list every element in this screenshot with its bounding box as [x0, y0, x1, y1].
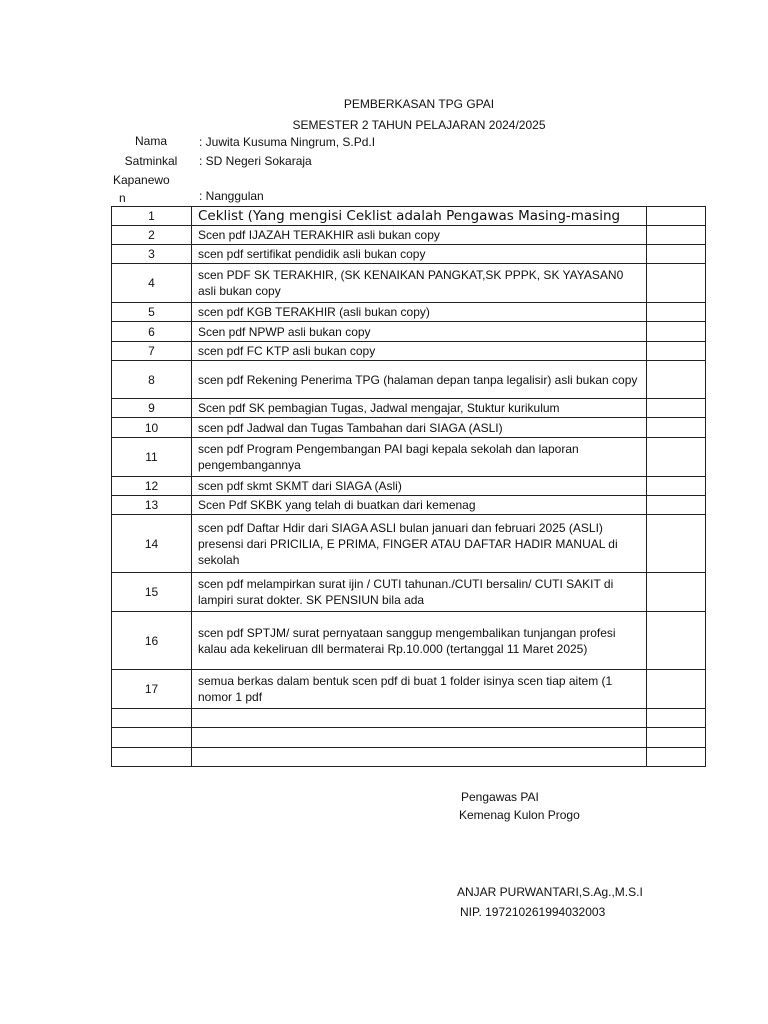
- row-number: 12: [112, 477, 192, 496]
- row-check-cell[interactable]: [647, 418, 706, 438]
- row-check-cell[interactable]: [647, 245, 706, 264]
- table-row: [112, 418, 706, 438]
- row-item-text: scen pdf Rekening Penerima TPG (halaman depan tanpa legalisir) asli bukan copy: [192, 361, 647, 399]
- row-item-text: scen pdf skmt SKMT dari SIAGA (Asli): [192, 477, 647, 496]
- row-number: 11: [112, 438, 192, 477]
- table-row: [112, 399, 706, 418]
- row-number: 4: [112, 264, 192, 303]
- row-check-cell[interactable]: [647, 709, 706, 728]
- row-item-text: scen pdf SPTJM/ surat pernyataan sanggup mengembalikan tunjangan profesi kalau ada kekeliruan dll bermaterai Rp.10.000 (tertanggal 11 Maret 2025): [192, 612, 647, 670]
- satminkal-value: : SD Negeri Sokaraja: [199, 154, 312, 168]
- row-check-cell[interactable]: [647, 361, 706, 399]
- row-item-text: Scen pdf IJAZAH TERAKHIR asli bukan copy: [192, 226, 647, 245]
- row-number: 8: [112, 361, 192, 399]
- row-check-cell[interactable]: [647, 748, 706, 767]
- table-row: [112, 477, 706, 496]
- row-item-text: scen pdf sertifikat pendidik asli bukan copy: [192, 245, 647, 264]
- row-check-cell[interactable]: [647, 399, 706, 418]
- document-title: PEMBERKASAN TPG GPAI: [343, 97, 495, 111]
- row-check-cell[interactable]: [647, 226, 706, 245]
- kapanewon-label-line1: Kapanewo: [113, 173, 170, 187]
- row-item-text: scen PDF SK TERAKHIR, (SK KENAIKAN PANGKAT,SK PPPK, SK YAYASAN0 asli bukan copy: [192, 264, 647, 303]
- row-number: 14: [112, 515, 192, 573]
- row-number: 15: [112, 573, 192, 612]
- row-check-cell[interactable]: [647, 496, 706, 515]
- row-item-text: scen pdf Program Pengembangan PAI bagi kepala sekolah dan laporan pengembangannya: [192, 438, 647, 477]
- row-item-text: scen pdf FC KTP asli bukan copy: [192, 342, 647, 361]
- row-number: 10: [112, 418, 192, 438]
- table-row: [112, 728, 706, 748]
- row-item-text: [192, 728, 647, 748]
- row-check-cell[interactable]: [647, 438, 706, 477]
- table-row: [112, 264, 706, 303]
- table-row: [112, 670, 706, 709]
- row-item-text: [192, 748, 647, 767]
- row-check-cell[interactable]: [647, 515, 706, 573]
- table-row: [112, 709, 706, 728]
- row-item-text: Scen pdf SK pembagian Tugas, Jadwal mengajar, Stuktur kurikulum: [192, 399, 647, 418]
- table-row: [112, 303, 706, 322]
- row-item-text: Ceklist (Yang mengisi Ceklist adalah Pengawas Masing-masing: [192, 207, 647, 226]
- table-row: [112, 342, 706, 361]
- row-number: [112, 709, 192, 728]
- kapanewon-label: [113, 171, 170, 207]
- table-row: [112, 226, 706, 245]
- table-row: [112, 361, 706, 399]
- row-check-cell[interactable]: [647, 264, 706, 303]
- kapanewon-value: : Nanggulan: [199, 189, 264, 203]
- row-number: 1: [112, 207, 192, 226]
- nama-value: : Juwita Kusuma Ningrum, S.Pd.I: [199, 135, 376, 149]
- row-check-cell[interactable]: [647, 573, 706, 612]
- row-number: 6: [112, 322, 192, 342]
- row-item-text: scen pdf KGB TERAKHIR (asli bukan copy): [192, 303, 647, 322]
- row-item-text: [192, 709, 647, 728]
- signature-role: Pengawas PAI: [461, 790, 539, 804]
- table-row: [112, 515, 706, 573]
- row-number: 2: [112, 226, 192, 245]
- row-number: 17: [112, 670, 192, 709]
- kapanewon-label-line2: n: [119, 191, 126, 205]
- row-number: 16: [112, 612, 192, 670]
- row-item-text: semua berkas dalam bentuk scen pdf di buat 1 folder isinya scen tiap aitem (1 nomor 1 pdf: [192, 670, 647, 709]
- document-subtitle: SEMESTER 2 TAHUN PELAJARAN 2024/2025: [292, 118, 546, 132]
- table-row: [112, 573, 706, 612]
- satminkal-label: Satminkal: [124, 154, 178, 168]
- row-number: 7: [112, 342, 192, 361]
- row-number: 13: [112, 496, 192, 515]
- row-number: [112, 728, 192, 748]
- row-number: [112, 748, 192, 767]
- signature-name: ANJAR PURWANTARI,S.Ag.,M.S.I: [457, 885, 643, 899]
- row-check-cell[interactable]: [647, 322, 706, 342]
- row-check-cell[interactable]: [647, 728, 706, 748]
- row-check-cell[interactable]: [647, 342, 706, 361]
- row-item-text: scen pdf Jadwal dan Tugas Tambahan dari SIAGA (ASLI): [192, 418, 647, 438]
- table-row: [112, 207, 706, 226]
- row-check-cell[interactable]: [647, 612, 706, 670]
- table-row: [112, 748, 706, 767]
- row-item-text: scen pdf melampirkan surat ijin / CUTI tahunan./CUTI bersalin/ CUTI SAKIT di lampiri surat dokter. SK PENSIUN bila ada: [192, 573, 647, 612]
- table-row: [112, 322, 706, 342]
- row-check-cell[interactable]: [647, 303, 706, 322]
- row-item-text: scen pdf Daftar Hdir dari SIAGA ASLI bulan januari dan februari 2025 (ASLI) presensi dari PRICILIA, E PRIMA, FINGER ATAU DAFTAR HADIR MANUAL di sekolah: [192, 515, 647, 573]
- checklist-table: [111, 206, 706, 767]
- table-row: [112, 612, 706, 670]
- nama-label: Nama: [134, 134, 167, 148]
- row-number: 9: [112, 399, 192, 418]
- row-check-cell[interactable]: [647, 477, 706, 496]
- row-number: 3: [112, 245, 192, 264]
- row-check-cell[interactable]: [647, 670, 706, 709]
- row-item-text: Scen Pdf SKBK yang telah di buatkan dari kemenag: [192, 496, 647, 515]
- signature-office: Kemenag Kulon Progo: [459, 808, 580, 822]
- signature-nip: NIP. 197210261994032003: [460, 905, 606, 919]
- row-item-text: Scen pdf NPWP asli bukan copy: [192, 322, 647, 342]
- table-row: [112, 438, 706, 477]
- row-check-cell[interactable]: [647, 207, 706, 226]
- table-row: [112, 245, 706, 264]
- row-number: 5: [112, 303, 192, 322]
- table-row: [112, 496, 706, 515]
